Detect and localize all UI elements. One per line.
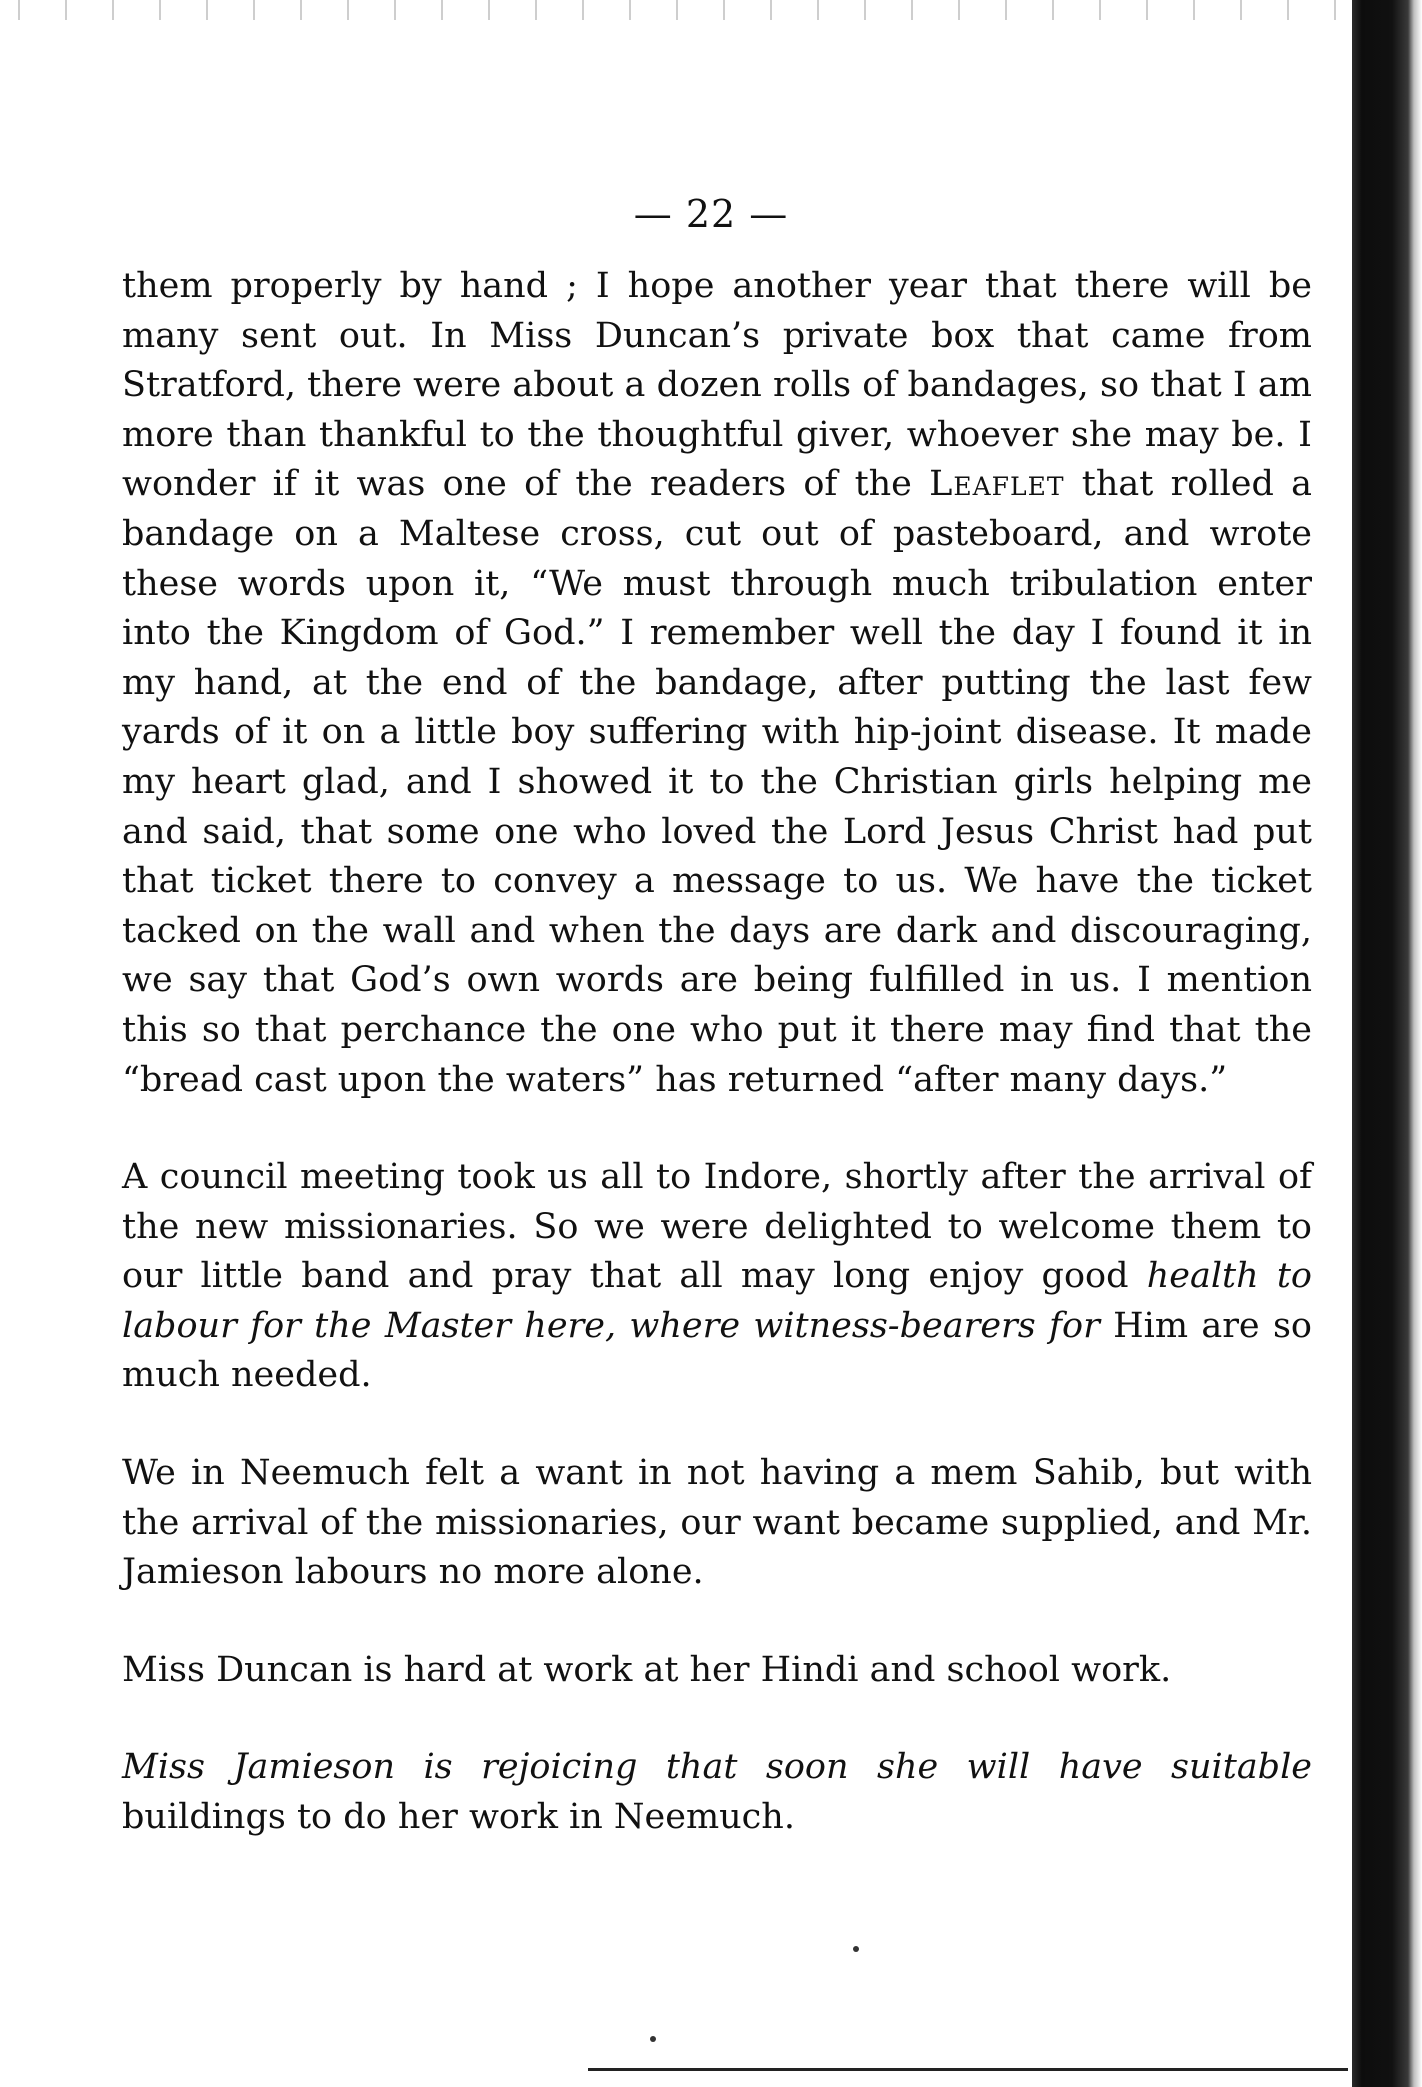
paragraph-1	[122, 262, 1312, 1105]
paragraph-2-italic: health to labour for the Master here, where witness-bearers for	[122, 1256, 1312, 1346]
paragraph-1-text-b: that rolled a bandage on a Maltese cross, cut out of pasteboard, and wrote these words upon it, “We must through much tribulation enter into the Kingdom of God.” I remember well the day I found it in my hand, at the end of the bandage, after putting the last few yards of it on a little boy suffering with hip-joint disease. It made my heart glad, and I showed it to the Christian girls helping me and said, that some one who loved the Lord Jesus Christ had put that ticket there to convey a message to us. We have the ticket tacked on the wall and when the days are dark and discouraging, we say that God’s own words are being fulfilled in us. I mention this so that perchance the one who put it there may find that the “bread cast upon the waters” has returned “after many days.”	[122, 464, 1312, 1100]
book-spine-shadow	[1352, 0, 1422, 2087]
paragraph-5	[122, 1743, 1312, 1842]
body-text	[122, 262, 1312, 1843]
paragraph-2-text-a: A council meeting took us all to Indore, shortly after the arrival of the new missionaries. So we were delighted to welcome them to our little band and pray that all may long enjoy good	[122, 1157, 1312, 1297]
scan-noise-top	[0, 0, 1340, 20]
scan-speck	[853, 1946, 859, 1952]
paragraph-5-italic: Miss Jamieson is rejoicing that soon she will have suitable	[122, 1747, 1312, 1788]
paragraph-2	[122, 1153, 1312, 1401]
paragraph-2-text-b: Him are so much needed.	[122, 1305, 1312, 1396]
paragraph-1-text-a: them properly by hand ; I hope another year that there will be many sent out. In Miss Duncan’s private box that came from Stratford, there were about a dozen rolls of bandages, so that I am more than thankful to the thoughtful giver, whoever she may be. I wonder if it was one of the readers of the	[122, 266, 1312, 505]
paragraph-4: Miss Duncan is hard at work at her Hindi and school work.	[122, 1649, 1172, 1690]
paragraph-3: We in Neemuch felt a want in not having a mem Sahib, but with the arrival of the missionaries, our want became supplied, and Mr. Jamieson labours no more alone.	[122, 1453, 1312, 1593]
scan-bottom-edge	[588, 2068, 1348, 2071]
paragraph-5-text-b: buildings to do her work in Neemuch.	[122, 1797, 795, 1838]
page-number: — 22 —	[633, 192, 789, 236]
leaflet-small-caps: Leaflet	[929, 464, 1065, 505]
scan-speck	[650, 2036, 656, 2042]
